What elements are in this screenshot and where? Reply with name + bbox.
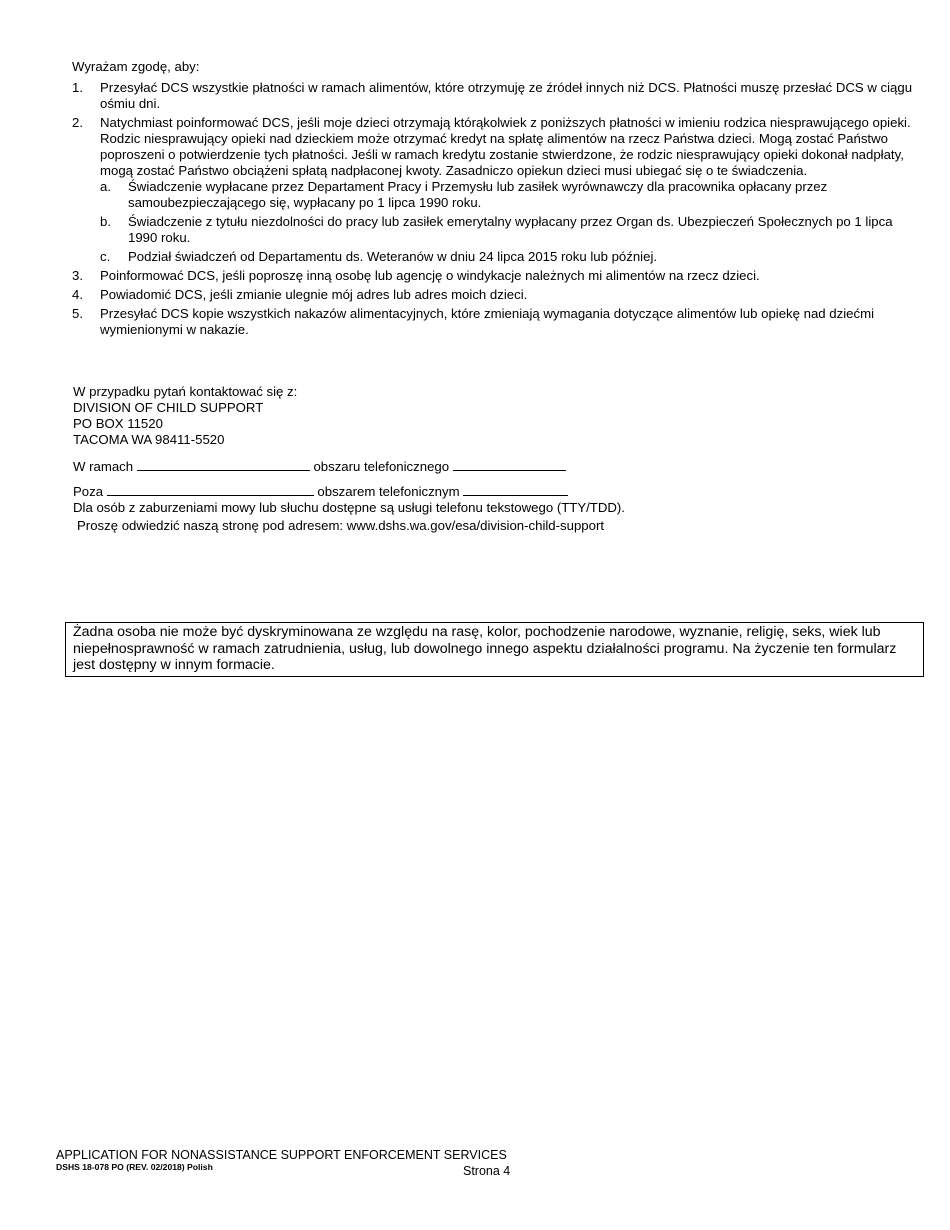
sub-item-letter: a. xyxy=(100,179,111,194)
phone-outside-blank[interactable] xyxy=(107,483,314,496)
sub-item-text: Świadczenie wypłacane przez Departament Pracy i Przemysłu lub zasiłek wyrównawczy dla pracownika opłacany przez samoubezpieczającego się, wypłacany po 1 lipca 1990 roku. xyxy=(128,179,828,210)
phone-inside-label: W ramach xyxy=(73,459,134,474)
page-number: Strona 4 xyxy=(463,1164,511,1178)
phone-outside-area xyxy=(73,483,568,500)
non-discrimination-notice: Żadna osoba nie może być dyskryminowana ze względu na rasę, kolor, pochodzenie narodowe, wyznanie, religię, seks, wiek lub niepełnosprawność w ramach zatrudnienia, usług, lub dowolnego innego aspektu działalności programu. Na życzenie ten formularz jest dostępny w innym formacie. xyxy=(65,622,924,677)
item-number: 2. xyxy=(72,115,83,130)
contact-line-1: DIVISION OF CHILD SUPPORT xyxy=(73,400,264,415)
contact-line-3: TACOMA WA 98411-5520 xyxy=(73,432,225,447)
sub-item-letter: c. xyxy=(100,249,111,264)
phone-outside-label: Poza xyxy=(73,484,104,499)
item-number: 1. xyxy=(72,80,83,95)
list-item xyxy=(72,287,917,303)
footer-form-title: APPLICATION FOR NONASSISTANCE SUPPORT ENFORCEMENT SERVICES xyxy=(56,1148,507,1162)
sub-item-text: Podział świadczeń od Departamentu ds. Weteranów w dniu 24 lipca 2015 roku lub później. xyxy=(128,249,658,264)
sub-item-text: Świadczenie z tytułu niezdolności do pracy lub zasiłek emerytalny wypłacany przez Organ ds. Ubezpieczeń Społecznych po 1 lipca 1990 roku. xyxy=(128,214,893,245)
phone-inside-area xyxy=(73,458,566,475)
consent-list xyxy=(72,80,917,341)
footer-form-code: DSHS 18-078 PO (REV. 02/2018) Polish xyxy=(56,1162,213,1172)
sub-item-letter: b. xyxy=(100,214,111,229)
list-item xyxy=(72,115,917,265)
tty-info: Dla osób z zaburzeniami mowy lub słuchu dostępne są usługi telefonu tekstowego (TTY/TDD). xyxy=(73,500,625,515)
item-number: 3. xyxy=(72,268,83,283)
list-item xyxy=(72,306,917,338)
list-item xyxy=(72,268,917,284)
website-info: Proszę odwiedzić naszą stronę pod adresem: www.dshs.wa.gov/esa/division-child-support xyxy=(77,518,605,533)
contact-line-2: PO BOX 11520 xyxy=(73,416,163,431)
phone-inside-number-blank[interactable] xyxy=(453,458,566,471)
intro-text: Wyrażam zgodę, aby: xyxy=(72,59,200,74)
item-number: 4. xyxy=(72,287,83,302)
phone-inside-suffix: obszaru telefonicznego xyxy=(313,459,450,474)
item-number: 5. xyxy=(72,306,83,321)
item-text: Poinformować DCS, jeśli poproszę inną osobę lub agencję o windykacje należnych mi alimentów na rzecz dzieci. xyxy=(100,268,760,283)
phone-inside-blank[interactable] xyxy=(137,458,310,471)
phone-outside-number-blank[interactable] xyxy=(463,483,568,496)
item-text: Natychmiast poinformować DCS, jeśli moje dzieci otrzymają którąkolwiek z poniższych płatności w imieniu rodzica niesprawującego opieki. Rodzic niesprawujący opieki nad dzieckiem może otrzymać kredyt na spłatę alimentów na rzecz Państwa dzieci. Mogą zostać Państwo poproszeni o potwierdzenie tych płatności. Jeśli w ramach kredytu zostanie stwierdzone, że rodzic niesprawujący opieki dokonał nadpłaty, mogą zostać Państwo obciążeni spłatą nadpłaconej kwoty. Zasadniczo opiekun dzieci musi ubiegać się o te świadczenia. xyxy=(100,115,911,178)
sub-list-item xyxy=(100,179,917,211)
item-text: Przesyłać DCS kopie wszystkich nakazów alimentacyjnych, które zmieniają wymagania dotyczące alimentów lub opiekę nad dziećmi wymienionymi w nakazie. xyxy=(100,306,875,337)
sub-list-item xyxy=(100,214,917,246)
contact-address xyxy=(73,384,297,448)
phone-outside-suffix: obszarem telefonicznym xyxy=(317,484,460,499)
contact-heading: W przypadku pytań kontaktować się z: xyxy=(73,384,298,399)
sub-list xyxy=(100,179,917,265)
list-item xyxy=(72,80,917,112)
item-text: Powiadomić DCS, jeśli zmianie ulegnie mój adres lub adres moich dzieci. xyxy=(100,287,528,302)
item-text: Przesyłać DCS wszystkie płatności w ramach alimentów, które otrzymuję ze źródeł innych niż DCS. Płatności muszę przesłać DCS w ciągu ośmiu dni. xyxy=(100,80,913,111)
sub-list-item xyxy=(100,249,917,265)
